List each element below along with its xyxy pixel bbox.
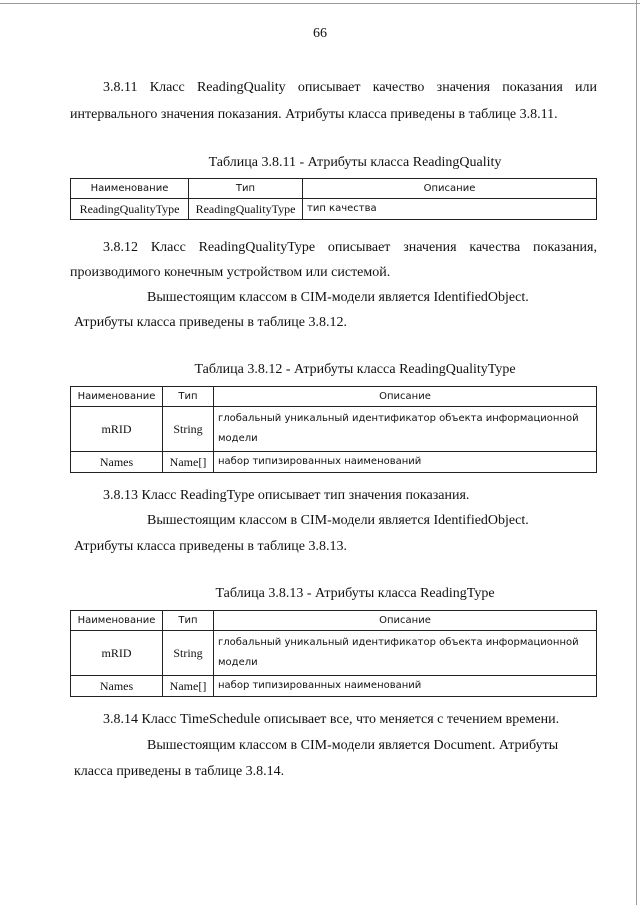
cell-name: ReadingQualityType (71, 199, 189, 220)
paragraph-3-8-13-line-3: Атрибуты класса приведены в таблице 3.8.13. (74, 539, 347, 554)
cell-name: Names (71, 676, 163, 697)
table-row (71, 631, 597, 676)
cell-description: глобальный уникальный идентификатор объекта информационной модели (214, 631, 597, 676)
paragraph-3-8-14-line-1: 3.8.14 Класс TimeSchedule описывает все, что меняется с течением времени. (103, 712, 560, 727)
paragraph-3-8-14-line-2: Вышестоящим классом в CIM-модели является Document. Атрибуты (147, 738, 559, 753)
header-cell-type: Тип (189, 179, 303, 199)
table-3-8-11-caption: Таблица 3.8.11 - Атрибуты класса ReadingQuality (208, 155, 502, 170)
header-cell-name: Наименование (71, 387, 163, 407)
cell-type: Name[] (163, 676, 214, 697)
table-3-8-12-caption: Таблица 3.8.12 - Атрибуты класса ReadingQualityType (194, 362, 516, 377)
paragraph-3-8-11-line-2: интервального значения показания. Атрибуты класса приведены в таблице 3.8.11. (70, 107, 558, 122)
header-cell-name: Наименование (71, 179, 189, 199)
cell-description: тип качества (303, 199, 597, 220)
header-cell-type: Тип (163, 387, 214, 407)
table-row (71, 199, 597, 220)
page-edge-right (636, 0, 637, 905)
table-3-8-13 (70, 610, 597, 697)
table-row (71, 452, 597, 473)
cell-name: mRID (71, 407, 163, 452)
paragraph-3-8-14-line-3: класса приведены в таблице 3.8.14. (74, 764, 285, 779)
paragraph-3-8-12-line-1: 3.8.12 Класс ReadingQualityType описывает значения качества показания, (103, 240, 597, 255)
table-row (71, 676, 597, 697)
cell-description: набор типизированных наименований (214, 676, 597, 697)
cell-description: набор типизированных наименований (214, 452, 597, 473)
paragraph-3-8-12-line-4: Атрибуты класса приведены в таблице 3.8.12. (74, 315, 347, 330)
cell-description: глобальный уникальный идентификатор объекта информационной модели (214, 407, 597, 452)
header-cell-type: Тип (163, 611, 214, 631)
cell-type: String (163, 407, 214, 452)
table-3-8-12 (70, 386, 597, 473)
page-number: 66 (313, 26, 327, 41)
paragraph-3-8-13-line-2: Вышестоящим классом в CIM-модели является IdentifiedObject. (147, 513, 529, 528)
header-cell-description: Описание (303, 179, 597, 199)
header-cell-name: Наименование (71, 611, 163, 631)
table-header-row (71, 611, 597, 631)
page-edge-top (0, 3, 640, 4)
cell-type: ReadingQualityType (189, 199, 303, 220)
header-cell-description: Описание (214, 387, 597, 407)
cell-type: Name[] (163, 452, 214, 473)
table-header-row (71, 387, 597, 407)
table-3-8-13-caption: Таблица 3.8.13 - Атрибуты класса ReadingType (215, 586, 495, 601)
header-cell-description: Описание (214, 611, 597, 631)
cell-name: mRID (71, 631, 163, 676)
cell-name: Names (71, 452, 163, 473)
table-3-8-11 (70, 178, 597, 220)
paragraph-3-8-12-line-2: производимого конечным устройством или системой. (70, 265, 391, 280)
paragraph-3-8-11-line-1: 3.8.11 Класс ReadingQuality описывает качество значения показания или (103, 80, 597, 95)
table-header-row (71, 179, 597, 199)
paragraph-3-8-12-line-3: Вышестоящим классом в CIM-модели является IdentifiedObject. (147, 290, 529, 305)
paragraph-3-8-13-line-1: 3.8.13 Класс ReadingType описывает тип значения показания. (103, 488, 470, 503)
table-row (71, 407, 597, 452)
cell-type: String (163, 631, 214, 676)
